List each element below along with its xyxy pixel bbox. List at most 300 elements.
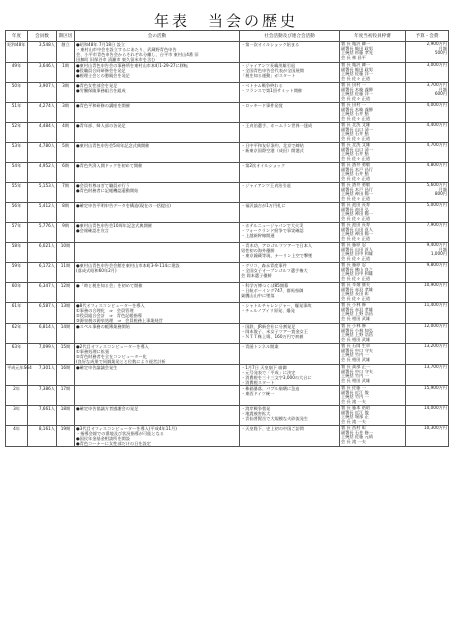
officers-cell-line: 上統括 石井 鮎 xyxy=(341,111,369,117)
officers-cell-line: 会 長 佐々 正道 xyxy=(341,256,371,262)
table-row xyxy=(6,324,449,344)
events-cell-line: (良好な成果で同調業発とと位数により経営計析 xyxy=(76,359,166,364)
members-cell: 6,021人 xyxy=(28,243,57,263)
events-cell-line: 田無町 旧保谷市 清瀬市 東久留米市を含む xyxy=(76,57,156,62)
year-cell: 54年 xyxy=(6,163,28,183)
events-cell xyxy=(75,243,240,263)
fee-cell-line: 800円 xyxy=(434,191,447,197)
fee-cell-line: 12,000万円 xyxy=(423,323,447,328)
term-cell: 3期 xyxy=(57,83,75,103)
officers-cell-line: 署 長 西村 彰 xyxy=(341,425,366,430)
officers-cell xyxy=(340,243,406,263)
officers-cell-line: 副署長 山田 貢人 xyxy=(341,246,373,252)
events-cell-line: ②役員組合会計 ⇒ 青色記帳指導 xyxy=(76,313,142,318)
officers-cell-line: 副署長 池田 弘 xyxy=(341,206,369,212)
world-events-cell-line: ・日中平和友好条約、北京で締結 xyxy=(241,143,304,148)
world-events-cell xyxy=(240,263,340,283)
members-cell: 6,172人 xyxy=(28,263,57,283)
year-cell: 昭和48年 xyxy=(6,42,28,63)
officers-cell-line: 副署長 石井 修一 xyxy=(341,429,373,435)
year-cell: 57年 xyxy=(6,223,28,243)
world-events-cell-line: ・全国女子オープンゴルフ選手権大 xyxy=(241,268,308,273)
table-row xyxy=(6,283,449,303)
officers-cell-line: 副署長 山口 清一 xyxy=(341,146,373,152)
fee-cell-line: 1,000円 xyxy=(430,251,447,257)
col-header-term: 期区切 xyxy=(57,31,75,42)
officers-cell xyxy=(340,83,406,103)
table-row xyxy=(6,263,449,283)
table-row xyxy=(6,426,449,447)
history-table xyxy=(5,30,449,447)
events-cell xyxy=(75,103,240,123)
events-cell xyxy=(75,83,240,103)
officers-cell xyxy=(340,365,406,386)
fee-cell-line: 月額 xyxy=(438,45,447,51)
officers-cell-line: 会 長 佐々 正道 xyxy=(341,196,371,202)
officers-cell-line: 副署長 飯田 政男 xyxy=(341,66,373,72)
fee-cell xyxy=(406,143,449,163)
events-cell-line: ●8代オフィスコンピューターを導入 xyxy=(76,303,145,308)
events-cell-line: ②青色財務者を全在コンピューター化 xyxy=(76,354,147,359)
table-row xyxy=(6,103,449,123)
officers-cell xyxy=(340,103,406,123)
officers-cell xyxy=(340,344,406,365)
officers-cell-line: 上統括 佐藤 洋一 xyxy=(341,91,373,97)
members-cell: 3,646人 xyxy=(28,63,57,83)
officers-cell xyxy=(340,163,406,183)
world-events-cell xyxy=(240,63,340,83)
table-row xyxy=(6,223,449,243)
world-events-cell-line: ・上越新幹線開通 xyxy=(241,233,275,238)
members-cell: 3,548人 xyxy=(28,42,57,63)
officers-cell xyxy=(340,183,406,203)
year-cell: 61年 xyxy=(6,303,28,324)
fee-cell xyxy=(406,386,449,406)
world-events-cell-line: ・シャトルチャレンジャー、爆発事故 xyxy=(241,303,312,308)
world-events-cell-line: ・国鉄、JR新会社に分割発足 xyxy=(241,324,296,329)
officers-cell-line: 会 長 佐々 正道 xyxy=(341,216,371,222)
year-cell: 63年 xyxy=(6,344,28,365)
world-events-cell xyxy=(240,123,340,143)
fee-cell-line: 14,000万円 xyxy=(423,405,447,410)
table-row xyxy=(6,243,449,263)
events-cell-line: ●東村山青色申告会5周年記念式典開催 xyxy=(76,143,150,148)
world-events-cell xyxy=(240,406,340,426)
events-cell xyxy=(75,386,240,406)
events-cell-line: ●会報確認を宣言 xyxy=(76,228,109,233)
term-cell: 8期 xyxy=(57,203,75,223)
officers-cell-line: 副署長 木戸 昌行 xyxy=(341,166,373,172)
officers-cell-line: 署 長 小林 修 xyxy=(341,302,366,307)
officers-cell-line: 上統括 上野 浩昌 xyxy=(341,332,373,338)
officers-cell-line: 副署長 木崎 義勝 xyxy=(341,86,373,92)
officers-cell-line: 会 長 相田 武雄 xyxy=(341,337,371,343)
fee-cell-line: 4,800万円 xyxy=(426,162,447,167)
fee-cell xyxy=(406,183,449,203)
world-events-cell-line: ・天皇陛下、史上初の中国ご訪問 xyxy=(241,426,304,431)
officers-cell-line: 署 長 石岡 生卓 xyxy=(341,343,371,348)
officers-cell-line: 署 長 佐藤 一 xyxy=(341,385,366,390)
table-row xyxy=(6,406,449,426)
world-events-cell xyxy=(240,344,340,365)
world-events-cell xyxy=(240,324,340,344)
officers-cell-line: 副署長 佛山 良之 xyxy=(341,266,373,272)
officers-cell-line: 上統括 田中 和雄 xyxy=(341,271,373,277)
officers-cell-line: 上統括 竹内 一 xyxy=(341,394,369,400)
events-cell-line: ●会員有尊ほぎて職員が行う xyxy=(76,183,130,188)
events-cell xyxy=(75,143,240,163)
events-cell-line: ●確定申告平明申告データを構造(現在の一括提出) xyxy=(76,203,171,208)
world-events-cell-line: ・第2次オイルショック xyxy=(241,163,286,168)
members-cell: 6,347人 xyxy=(28,283,57,303)
fee-cell xyxy=(406,324,449,344)
events-cell-line: ●青年部、婦人部の各発足 xyxy=(76,123,126,128)
members-cell: 5,776人 xyxy=(28,223,57,243)
table-row xyxy=(6,344,449,365)
fee-cell-line: 9,800万円 xyxy=(426,262,447,267)
table-row xyxy=(6,83,449,103)
members-cell: 7,661人 xyxy=(28,406,57,426)
term-cell: 18期 xyxy=(57,406,75,426)
events-cell-line: ●役職員合同研修会を発足 xyxy=(76,68,126,73)
world-events-cell xyxy=(240,426,340,447)
col-header-events: 会の活動 xyxy=(75,31,240,42)
world-events-cell xyxy=(240,42,340,63)
term-cell: 15期 xyxy=(57,344,75,365)
world-events-cell xyxy=(240,143,340,163)
year-cell: 55年 xyxy=(6,183,28,203)
officers-cell-line: 上統括 上野 浩昌 xyxy=(341,311,373,317)
term-cell: 7期 xyxy=(57,183,75,203)
world-events-cell xyxy=(240,83,340,103)
year-cell: 49年 xyxy=(6,63,28,83)
fee-cell-line: 13,200万円 xyxy=(423,343,447,348)
officers-cell xyxy=(340,303,406,324)
officers-cell-line: 署 長 田村 一 xyxy=(341,102,366,107)
officers-cell xyxy=(340,203,406,223)
events-cell-line: ●確定申告協議方者感謝会の発足 xyxy=(76,406,139,411)
table-row xyxy=(6,365,449,386)
events-cell-line: ●青色コーナーに女性部だけの日を設定 xyxy=(76,441,151,446)
members-cell: 4,274人 xyxy=(28,103,57,123)
term-cell: 1期 xyxy=(57,63,75,83)
officers-cell-line: 会 長 佐々 正道 xyxy=(341,176,371,182)
events-cell-line: ●労働保険事務組合を組成 xyxy=(76,88,126,93)
fee-cell-line: 4,700万円 xyxy=(426,142,447,147)
officers-cell-line: 会 長 佐々 正道 xyxy=(341,276,371,282)
officers-cell-line: 副署長 赤羽 孝雄 xyxy=(341,286,373,292)
year-cell: 51年 xyxy=(6,103,28,123)
fee-cell-line: 500円 xyxy=(434,50,447,56)
fee-cell-line: 3,000万円 xyxy=(426,62,447,67)
officers-cell-line: 署 長 池田 長寿 xyxy=(341,202,371,207)
events-cell-line: ●確定申告論議会発生 xyxy=(76,365,118,370)
world-events-cell-line: ・青函トンネル開業 xyxy=(241,344,279,349)
year-cell: 4年 xyxy=(6,426,28,447)
events-cell-line: ●東村山青色申告会10周年記念式典開催 xyxy=(76,223,152,228)
events-cell xyxy=(75,63,240,83)
officers-cell-line: 署 長 北洗 文雄 xyxy=(341,142,371,147)
events-cell xyxy=(75,203,240,223)
officers-cell xyxy=(340,386,406,406)
fee-cell-line: 10,300万円 xyxy=(423,425,447,430)
world-events-cell-line: ・東京鐘蔵等現、ナーリン上空で撃墜 xyxy=(241,253,313,258)
officers-cell-line: 署 長 藤本 裕昭 xyxy=(341,405,371,410)
officers-cell-line: 署 長 田村 一 xyxy=(341,82,366,87)
world-events-cell-line: ・第一次オイルショック始まる xyxy=(241,42,300,47)
term-cell: 11期 xyxy=(57,263,75,283)
term-cell: 19期 xyxy=(57,426,75,447)
fee-cell xyxy=(406,63,449,83)
officers-cell-line: 上統括 石井 鮎 xyxy=(341,131,369,137)
events-cell xyxy=(75,406,240,426)
events-cell xyxy=(75,42,240,63)
officers-cell xyxy=(340,324,406,344)
world-events-cell-line: ・青木功、アロゴルフツアーで日本人 xyxy=(241,243,313,248)
officers-cell xyxy=(340,223,406,243)
world-events-cell-line: 「税を知る運動」がスタート xyxy=(241,73,296,78)
world-events-cell-line: ・ジャイアンツ長嶋茂雄引退 xyxy=(241,63,296,68)
fee-cell-line: 月額 xyxy=(438,86,447,92)
events-cell xyxy=(75,283,240,303)
fee-cell-line: 4,400万円 xyxy=(426,122,447,127)
world-events-cell xyxy=(240,365,340,386)
officers-cell-line: 副署長 近江 俊 xyxy=(341,389,369,395)
officers-cell-line: 副署長 飯田 政男 xyxy=(341,45,373,51)
officers-cell-line: 副署長 小林 知弘 xyxy=(341,327,373,333)
officers-cell-line: 上統括 石井 鮎 xyxy=(341,171,369,177)
year-cell: 3年 xyxy=(6,406,28,426)
members-cell: 3,907人 xyxy=(28,83,57,103)
events-cell-line: ●青色共済入開ドックを初めて開催 xyxy=(76,163,143,168)
world-events-cell xyxy=(240,243,340,263)
fee-cell xyxy=(406,303,449,324)
world-events-cell-line: ・雲仙普賢岳で大規模な火砕流発生 xyxy=(241,416,309,421)
events-cell-line: ●東村山青色申告会の事務所を東村山市本町1-29-27に移転 xyxy=(76,63,189,68)
term-cell: 12期 xyxy=(57,283,75,303)
fee-cell xyxy=(406,263,449,283)
officers-cell-line: 署 長 北洗 文雄 xyxy=(341,122,371,127)
fee-cell xyxy=(406,103,449,123)
members-cell: 4,952人 xyxy=(28,163,57,183)
events-cell-line: ①事務処理に拡張 xyxy=(76,349,110,354)
officers-cell-line: 上統括 竹内 一 xyxy=(341,352,369,358)
events-cell xyxy=(75,123,240,143)
fee-cell-line: 10,900万円 xyxy=(423,282,447,287)
world-events-cell xyxy=(240,303,340,324)
officers-cell-line: 上統括 田中 和雄 xyxy=(341,251,373,257)
year-cell: 平成元年S64 xyxy=(6,365,28,386)
term-cell: 10期 xyxy=(57,243,75,263)
events-cell-line: ●東村山青色申告会会館を東村山市本町3-9-114に建設 xyxy=(76,263,180,268)
officers-cell-line: 署 長 池田 長寿 xyxy=(341,222,371,227)
events-cell-line: ・指導会報での番地及び状況指導が可能となる xyxy=(76,431,164,436)
world-events-cell-line: ・福沢論吉が1万円札に xyxy=(241,203,286,208)
officers-cell-line: 副署長 山田 貢人 xyxy=(341,226,373,232)
officers-cell-line: 副署長 木崎 義勝 xyxy=(341,106,373,112)
events-cell xyxy=(75,365,240,386)
table-row xyxy=(6,63,449,83)
fee-cell xyxy=(406,243,449,263)
members-cell: 6,814人 xyxy=(28,324,57,344)
officers-cell xyxy=(340,426,406,447)
events-cell xyxy=(75,223,240,243)
officers-cell-line: 会 長 佐々 正道 xyxy=(341,96,371,102)
world-events-cell-line: ・王貞治選手、ホームラン世界一達成 xyxy=(241,123,313,128)
term-cell: 9期 xyxy=(57,223,75,243)
officers-cell-line: 署 長 辛畑 康夫 xyxy=(341,282,371,287)
officers-cell xyxy=(340,42,406,63)
world-events-cell-line: ・1月7日 天皇崩下 崩御 xyxy=(241,365,287,370)
events-cell-line: ●税理士会との懇親会を発足 xyxy=(76,73,130,78)
events-cell xyxy=(75,344,240,365)
year-cell: 59年 xyxy=(6,263,28,283)
officers-cell-line: 署 長 藤原 忍 xyxy=(341,242,366,247)
fee-cell xyxy=(406,426,449,447)
events-cell-line: ●国民年金基金相談所を開設 xyxy=(76,436,130,441)
world-events-cell-line: ・地震被害拡大 xyxy=(241,411,271,416)
table-row xyxy=(6,163,449,183)
officers-cell-line: 会 長 滝 一夫 xyxy=(341,439,366,445)
officers-cell-line: 会 長 相田 武雄 xyxy=(341,378,371,384)
world-events-cell-line: ・消費税スタート xyxy=(241,380,275,385)
fee-cell xyxy=(406,344,449,365)
term-cell: 創立 xyxy=(57,42,75,63)
world-events-cell-line: ・ロッキード事件発覚 xyxy=(241,103,283,108)
officers-cell-line: 上統括 神田 陽一 xyxy=(341,211,373,217)
world-events-cell-line: ・東西ドイツ統一 xyxy=(241,391,275,396)
table-row xyxy=(6,386,449,406)
fee-cell-line: 13,700万円 xyxy=(423,364,447,369)
term-cell: 4期 xyxy=(57,123,75,143)
officers-cell xyxy=(340,143,406,163)
world-events-cell-line: ・ジャイアンツ王貞治引退 xyxy=(241,183,291,188)
officers-cell-line: 会 長 佐々 正道 xyxy=(341,296,371,302)
world-events-cell-line: ・ホテルニュージャパンで大火災 xyxy=(241,223,304,228)
officers-cell-line: 会 長 佐々 正道 xyxy=(341,156,371,162)
events-cell-line: ③源泉税の源泉処理 ⇒ 会員税務上事業経営 xyxy=(76,318,163,323)
year-cell: 53年 xyxy=(6,143,28,163)
history-rows xyxy=(6,42,449,447)
year-cell: 60年 xyxy=(6,283,28,303)
officers-cell-line: 上統括 石井 鮎 xyxy=(341,151,369,157)
world-events-cell-line: ・元号発表で「平成」に決定 xyxy=(241,370,296,375)
members-cell: 5,153人 xyxy=(28,183,57,203)
officers-cell-line: 会 長 滝 一夫 xyxy=(341,399,366,405)
world-events-cell-line: ・消費税を三十三文字3,000の大台に xyxy=(241,375,312,380)
fee-cell xyxy=(406,223,449,243)
events-cell-line: ・東村山市中会を設立するにあたり、武蔵野青色申告 xyxy=(76,47,177,52)
members-cell: 7,099人 xyxy=(28,344,57,365)
world-events-cell-line: ・ＮＴＴ株上場、160万円で初値 xyxy=(241,334,304,339)
fee-cell-line: 4,000万円 xyxy=(426,102,447,107)
events-cell-line: ●スペル事務の帳簿業務開始 xyxy=(76,324,130,329)
fee-cell xyxy=(406,365,449,386)
officers-cell xyxy=(340,63,406,83)
fee-cell-line: 月額 xyxy=(438,246,447,252)
fee-cell xyxy=(406,83,449,103)
world-events-cell xyxy=(240,223,340,243)
events-cell xyxy=(75,163,240,183)
officers-cell xyxy=(340,123,406,143)
events-cell-line: ●「時と税を知る会」を初めて開催 xyxy=(76,283,143,288)
world-events-cell xyxy=(240,103,340,123)
table-row xyxy=(6,123,449,143)
fee-cell-line: 600円 xyxy=(434,91,447,97)
officers-cell-line: 上統括 長田 彰 xyxy=(341,291,369,297)
table-row xyxy=(6,303,449,324)
fee-cell-line: 7,900万円 xyxy=(426,222,447,227)
officers-cell-line: 上統括 堀部 正 xyxy=(341,414,369,420)
term-cell: 14期 xyxy=(57,324,75,344)
world-events-cell-line: ・新東京国際空港（成田）開港式 xyxy=(241,148,304,153)
events-cell-line: ●昭和48年 7月18日 設立 xyxy=(76,42,125,47)
world-events-cell xyxy=(240,283,340,303)
officers-cell-line: 副署長 赤羽 孝雄 xyxy=(341,306,373,312)
fee-cell xyxy=(406,406,449,426)
officers-cell-line: 上統括 竹内 一 xyxy=(341,373,369,379)
col-header-fee: 予算・会費 xyxy=(406,31,449,42)
world-events-cell xyxy=(240,386,340,406)
officers-cell-line: 署 長 高部 正一 xyxy=(341,364,371,369)
events-cell-line: ①事務の合理化 ⇒ 会員管理 xyxy=(76,308,134,313)
fee-cell-line: 15,900万円 xyxy=(423,385,447,390)
world-events-cell-line: ・湾岸戦争勃発 xyxy=(241,406,271,411)
year-cell: 50年 xyxy=(6,83,28,103)
events-cell xyxy=(75,183,240,203)
events-cell xyxy=(75,426,240,447)
members-cell: 7,301人 xyxy=(28,365,57,386)
officers-cell-line: 署 長 小林 修 xyxy=(341,323,366,328)
world-events-cell-line: 会 岡本選子優勝 xyxy=(241,273,272,278)
officers-cell-line: 上統括 杉藤 孝光 xyxy=(341,50,373,56)
term-cell: 17期 xyxy=(57,386,75,406)
officers-cell-line: 副署長 木戸 昌行 xyxy=(341,186,373,192)
world-events-cell-line: ・全国青色申告会代表が全国展開 xyxy=(241,68,304,73)
members-cell: 7,386人 xyxy=(28,386,57,406)
year-cell: 56年 xyxy=(6,203,28,223)
officers-cell-line: 副署長 山口 清一 xyxy=(341,126,373,132)
officers-cell xyxy=(340,283,406,303)
events-cell-line: ●青色平和研修の講座を開催 xyxy=(76,103,130,108)
world-events-cell-line: ・フランスで第1回サミット開催 xyxy=(241,88,303,93)
year-cell: 58年 xyxy=(6,243,28,263)
world-events-cell-line: ・日航ボーイング747、群馬県御 xyxy=(241,288,304,293)
fee-cell-line: 9,400万円 xyxy=(426,242,447,247)
officers-cell-line: 会 長 相田 武雄 xyxy=(341,357,371,363)
world-events-cell-line: ・岡本俊子、米女子ツアー賞金女王 xyxy=(241,329,308,334)
fee-cell-line: 5,600万円 xyxy=(426,182,447,187)
world-events-cell-line: ・チェルノブイリ原発、爆発 xyxy=(241,308,295,313)
col-header-officers: 年度当初役員枠審 xyxy=(340,31,406,42)
members-cell: 4,780人 xyxy=(28,143,57,163)
officers-cell-line: 会 長 佐々 正道 xyxy=(341,76,371,82)
term-cell: 5期 xyxy=(57,143,75,163)
officers-cell-line: 副署長 近江 俊 xyxy=(341,409,369,415)
fee-cell xyxy=(406,283,449,303)
col-header-members: 会員数 xyxy=(28,31,57,42)
officers-cell-line: 署 長 藤原 忍 xyxy=(341,262,366,267)
table-row xyxy=(6,203,449,223)
members-cell: 5,412人 xyxy=(28,203,57,223)
world-events-cell-line: ・フォークランド紛争で事実確認 xyxy=(241,228,304,233)
term-cell: 6期 xyxy=(57,163,75,183)
members-cell: 6,587人 xyxy=(28,303,57,324)
world-events-cell xyxy=(240,203,340,223)
officers-cell-line: 上統括 佐藤 元靖 xyxy=(341,434,373,440)
officers-cell-line: 副署長 中口 守夫 xyxy=(341,347,373,353)
fee-cell xyxy=(406,203,449,223)
